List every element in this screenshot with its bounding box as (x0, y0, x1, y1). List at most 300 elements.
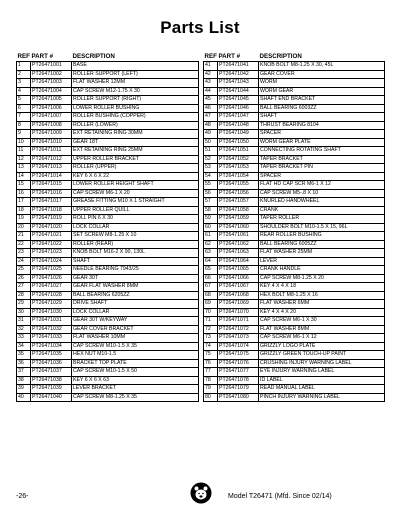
ref-cell: 40 (17, 393, 31, 402)
ref-cell: 16 (17, 189, 31, 198)
description-cell: SHOULDER BOLT M10-1.5 X 15, 96L (259, 223, 385, 232)
ref-cell: 36 (17, 359, 31, 368)
page-title: Parts List (160, 18, 240, 37)
ref-cell: 77 (204, 368, 218, 377)
table-row (17, 87, 199, 96)
description-cell: WORM GEAR (259, 87, 385, 96)
part-number-cell: PT26471006 (31, 104, 72, 113)
ref-cell: 24 (17, 257, 31, 266)
table-row (204, 266, 385, 275)
description-cell: UPPER ROLLER BRACKET (72, 155, 199, 164)
table-row (17, 198, 199, 207)
table-row (204, 249, 385, 258)
table-row (17, 283, 199, 292)
ref-cell: 69 (204, 300, 218, 309)
description-cell: ROLLER (LOWER) (72, 121, 199, 130)
ref-cell: 52 (204, 155, 218, 164)
description-cell: ID LABEL (259, 376, 385, 385)
table-row (204, 62, 385, 71)
description-cell: ROLL PIN 6 X 30 (72, 215, 199, 224)
table-row (204, 359, 385, 368)
bear-logo-icon (190, 482, 212, 504)
table-row (204, 257, 385, 266)
description-cell: KEY 6 X 6 X 63 (72, 376, 199, 385)
part-number-cell: PT26471001 (31, 62, 72, 71)
part-number-cell: PT26471031 (31, 317, 72, 326)
table-row (17, 70, 199, 79)
description-cell: GEAR 18T (72, 138, 199, 147)
table-row (204, 130, 385, 139)
table-row (204, 240, 385, 249)
description-cell: GRIZZLY GREEN TOUCH-UP PAINT (259, 351, 385, 360)
table-row (17, 164, 199, 173)
ref-cell: 1 (17, 62, 31, 71)
part-number-cell: PT26471025 (31, 266, 72, 275)
description-cell: GEAR FLAT WASHER 8MM (72, 283, 199, 292)
description-cell: LEVER (259, 257, 385, 266)
description-cell: GEAR 30T W/KEYWAY (72, 317, 199, 326)
part-number-cell: PT26471028 (31, 291, 72, 300)
description-cell: TAPER BRACKET (259, 155, 385, 164)
part-number-cell: PT26471033 (31, 334, 72, 343)
table-row (17, 393, 199, 402)
table-row (17, 155, 199, 164)
description-cell: GEAR COVER (259, 70, 385, 79)
description-cell: ROLLER SUPPORT (LEFT) (72, 70, 199, 79)
table-row (17, 113, 199, 122)
table-row (204, 376, 385, 385)
description-cell: BALL BEARING 6003ZZ (259, 104, 385, 113)
table-row (17, 376, 199, 385)
part-number-cell: PT26471014 (31, 172, 72, 181)
part-number-cell: PT26471026 (31, 274, 72, 283)
description-cell: GEAR 30T (72, 274, 199, 283)
description-cell: BASE (72, 62, 199, 71)
table-row (204, 79, 385, 88)
description-cell: LOCK COLLAR (72, 308, 199, 317)
part-number-cell: PT26471079 (218, 385, 259, 394)
table-row (17, 96, 199, 105)
ref-cell: 26 (17, 274, 31, 283)
description-cell: UPPER ROLLER QUILL (72, 206, 199, 215)
table-row (204, 138, 385, 147)
part-number-cell: PT26471042 (218, 70, 259, 79)
part-number-cell: PT26471011 (31, 147, 72, 156)
description-cell: KEY 4 X 4 X 20 (259, 308, 385, 317)
table-row (204, 189, 385, 198)
ref-cell: 73 (204, 334, 218, 343)
ref-cell: 21 (17, 232, 31, 241)
part-number-cell: PT26471058 (218, 206, 259, 215)
table-row (17, 189, 199, 198)
description-cell: CAP SCREW M12-1.75 X 30 (72, 87, 199, 96)
ref-cell: 70 (204, 308, 218, 317)
ref-cell: 42 (204, 70, 218, 79)
ref-cell: 68 (204, 291, 218, 300)
part-number-cell: PT26471046 (218, 104, 259, 113)
ref-cell: 17 (17, 198, 31, 207)
part-number-cell: PT26471055 (218, 181, 259, 190)
header-ref: REF (204, 53, 217, 60)
part-number-cell: PT26471002 (31, 70, 72, 79)
description-cell: CAP SCREW M5-.8 X 10 (259, 189, 385, 198)
description-cell: ROLLER SUPPORT (RIGHT) (72, 96, 199, 105)
table-row (17, 291, 199, 300)
ref-cell: 18 (17, 206, 31, 215)
description-cell: WORM (259, 79, 385, 88)
part-number-cell: PT26471060 (218, 223, 259, 232)
description-cell: EXT RETAINING RING 25MM (72, 147, 199, 156)
ref-cell: 22 (17, 240, 31, 249)
description-cell: BALL BEARING 6005ZZ (259, 240, 385, 249)
table-row (17, 104, 199, 113)
ref-cell: 75 (204, 351, 218, 360)
description-cell: SHAFT (72, 257, 199, 266)
table-row (204, 308, 385, 317)
description-cell: GREASE FITTING M10 X 1 STRAIGHT (72, 198, 199, 207)
description-cell: FLAT WASHER 6MM (259, 300, 385, 309)
part-number-cell: PT26471013 (31, 164, 72, 173)
description-cell: KNOB BOLT M16-2 X 90, 130L (72, 249, 199, 258)
ref-cell: 57 (204, 198, 218, 207)
ref-cell: 4 (17, 87, 31, 96)
part-number-cell: PT26471039 (31, 385, 72, 394)
part-number-cell: PT26471023 (31, 249, 72, 258)
table-row (204, 317, 385, 326)
part-number-cell: PT26471069 (218, 300, 259, 309)
part-number-cell: PT26471080 (218, 393, 259, 402)
part-number-cell: PT26471041 (218, 62, 259, 71)
header-part-number: PART # (31, 53, 54, 60)
description-cell: CAP SCREW M10-1.5 X 35 (72, 342, 199, 351)
ref-cell: 3 (17, 79, 31, 88)
parts-table-left (16, 52, 199, 402)
part-number-cell: PT26471071 (218, 317, 259, 326)
ref-cell: 13 (17, 164, 31, 173)
ref-cell: 11 (17, 147, 31, 156)
ref-cell: 33 (17, 334, 31, 343)
table-row (204, 206, 385, 215)
description-cell: CAP SCREW M8-1.25 X 35 (72, 393, 199, 402)
table-row (17, 215, 199, 224)
part-number-cell: PT26471076 (218, 359, 259, 368)
ref-cell: 46 (204, 104, 218, 113)
description-cell: CONNECTING ROTATING SHAFT (259, 147, 385, 156)
ref-cell: 9 (17, 130, 31, 139)
ref-cell: 10 (17, 138, 31, 147)
table-row (17, 206, 199, 215)
part-number-cell: PT26471061 (218, 232, 259, 241)
table-row (204, 232, 385, 241)
ref-cell: 47 (204, 113, 218, 122)
ref-cell: 76 (204, 359, 218, 368)
header-ref: REF (17, 53, 30, 60)
ref-cell: 59 (204, 215, 218, 224)
table-row (17, 240, 199, 249)
ref-cell: 48 (204, 121, 218, 130)
part-number-cell: PT26471003 (31, 79, 72, 88)
part-number-cell: PT26471017 (31, 198, 72, 207)
part-number-cell: PT26471053 (218, 164, 259, 173)
ref-cell: 12 (17, 155, 31, 164)
description-cell: SHAFT (259, 113, 385, 122)
table-row (17, 138, 199, 147)
description-cell: SPACER (259, 130, 385, 139)
description-cell: SPACER (259, 172, 385, 181)
part-number-cell: PT26471043 (218, 79, 259, 88)
ref-cell: 61 (204, 232, 218, 241)
description-cell: LOWER ROLLER HEIGHT SHAFT (72, 181, 199, 190)
description-cell: EXT RETAINING RING 30MM (72, 130, 199, 139)
ref-cell: 62 (204, 240, 218, 249)
header-part-number: PART # (218, 53, 241, 60)
description-cell: KNOB BOLT M8-1.25 X 30, 45L (259, 62, 385, 71)
part-number-cell: PT26471068 (218, 291, 259, 300)
table-row (204, 334, 385, 343)
description-cell: HEX BOLT M8-1.25 X 16 (259, 291, 385, 300)
table-row (17, 130, 199, 139)
description-cell: LOCK COLLAR (72, 223, 199, 232)
part-number-cell: PT26471022 (31, 240, 72, 249)
part-number-cell: PT26471029 (31, 300, 72, 309)
part-number-cell: PT26471008 (31, 121, 72, 130)
table-row (17, 300, 199, 309)
description-cell: FLAT WASHER 10MM (72, 334, 199, 343)
part-number-cell: PT26471070 (218, 308, 259, 317)
table-row (204, 96, 385, 105)
ref-cell: 43 (204, 79, 218, 88)
part-number-cell: PT26471020 (31, 223, 72, 232)
ref-cell: 6 (17, 104, 31, 113)
part-number-cell: PT26471045 (218, 96, 259, 105)
ref-cell: 58 (204, 206, 218, 215)
table-row (204, 368, 385, 377)
part-number-cell: PT26471004 (31, 87, 72, 96)
description-cell: REAR ROLLER BUSHING (259, 232, 385, 241)
table-row (204, 198, 385, 207)
part-number-cell: PT26471036 (31, 359, 72, 368)
ref-cell: 60 (204, 223, 218, 232)
part-number-cell: PT26471051 (218, 147, 259, 156)
description-cell: CRANK HANDLE (259, 266, 385, 275)
ref-cell: 66 (204, 274, 218, 283)
description-cell: FLAT WASHER 12MM (72, 79, 199, 88)
ref-cell: 80 (204, 393, 218, 402)
table-row (204, 283, 385, 292)
part-number-cell: PT26471072 (218, 325, 259, 334)
description-cell: ROLLER (REAR) (72, 240, 199, 249)
table-row (17, 121, 199, 130)
part-number-cell: PT26471032 (31, 325, 72, 334)
description-cell: GEAR COVER BRACKET (72, 325, 199, 334)
table-row (204, 393, 385, 402)
ref-cell: 30 (17, 308, 31, 317)
part-number-cell: PT26471007 (31, 113, 72, 122)
table-row (17, 181, 199, 190)
description-cell: LOWER ROLLER BUSHING (72, 104, 199, 113)
part-number-cell: PT26471009 (31, 130, 72, 139)
table-row (204, 325, 385, 334)
ref-cell: 8 (17, 121, 31, 130)
description-cell: THRUST BEARING 8104 (259, 121, 385, 130)
table-row (204, 291, 385, 300)
ref-cell: 71 (204, 317, 218, 326)
table-row (17, 79, 199, 88)
description-cell: HEX NUT M10-1.5 (72, 351, 199, 360)
description-cell: CAP SCREW M8-1.25 X 20 (259, 274, 385, 283)
ref-cell: 15 (17, 181, 31, 190)
description-cell: LEVER BRACKET (72, 385, 199, 394)
description-cell: CAP SCREW M6-1 X 20 (72, 189, 199, 198)
header-description: DESCRIPTION (259, 53, 302, 60)
description-cell: SET SCREW M8-1.25 X 10 (72, 232, 199, 241)
table-row (17, 266, 199, 275)
description-cell: KNURLED HANDWHEEL (259, 198, 385, 207)
page-number: -26- (16, 493, 29, 500)
part-number-cell: PT26471054 (218, 172, 259, 181)
ref-cell: 53 (204, 164, 218, 173)
ref-cell: 49 (204, 130, 218, 139)
part-number-cell: PT26471052 (218, 155, 259, 164)
ref-cell: 78 (204, 376, 218, 385)
part-number-cell: PT26471064 (218, 257, 259, 266)
ref-cell: 34 (17, 342, 31, 351)
table-row (17, 351, 199, 360)
ref-cell: 20 (17, 223, 31, 232)
part-number-cell: PT26471050 (218, 138, 259, 147)
description-cell: BRACKET TOP PLATE (72, 359, 199, 368)
ref-cell: 14 (17, 172, 31, 181)
table-row (204, 155, 385, 164)
table-header-row (17, 52, 199, 62)
table-row (17, 147, 199, 156)
part-number-cell: PT26471037 (31, 368, 72, 377)
part-number-cell: PT26471016 (31, 189, 72, 198)
description-cell: CAP SCREW M6-1 X 30 (259, 317, 385, 326)
table-row (17, 368, 199, 377)
table-row (17, 325, 199, 334)
ref-cell: 79 (204, 385, 218, 394)
description-cell: CAP SCREW M10-1.5 X 50 (72, 368, 199, 377)
part-number-cell: PT26471062 (218, 240, 259, 249)
ref-cell: 51 (204, 147, 218, 156)
ref-cell: 45 (204, 96, 218, 105)
table-row (17, 249, 199, 258)
table-row (17, 172, 199, 181)
parts-table-left-body (17, 62, 199, 402)
table-row (204, 181, 385, 190)
part-number-cell: PT26471035 (31, 351, 72, 360)
part-number-cell: PT26471021 (31, 232, 72, 241)
part-number-cell: PT26471005 (31, 96, 72, 105)
header-description: DESCRIPTION (72, 53, 115, 60)
ref-cell: 27 (17, 283, 31, 292)
description-cell: FLAT WASHER 25MM (259, 249, 385, 258)
table-row (204, 385, 385, 394)
part-number-cell: PT26471059 (218, 215, 259, 224)
description-cell: DRIVE SHAFT (72, 300, 199, 309)
table-row (17, 274, 199, 283)
ref-cell: 31 (17, 317, 31, 326)
parts-table-right-body (204, 62, 385, 402)
description-cell: GRIZZLY LOGO PLATE (259, 342, 385, 351)
description-cell: FLAT HD CAP SCR M6-1 X 12 (259, 181, 385, 190)
description-cell: CRUSHING INJURY WARNING LABEL (259, 359, 385, 368)
ref-cell: 44 (204, 87, 218, 96)
table-row (204, 164, 385, 173)
ref-cell: 39 (17, 385, 31, 394)
description-cell: KEY 4 X 4 X 18 (259, 283, 385, 292)
ref-cell: 65 (204, 266, 218, 275)
table-row (17, 257, 199, 266)
description-cell: TAPER ROLLER (259, 215, 385, 224)
ref-cell: 19 (17, 215, 31, 224)
part-number-cell: PT26471057 (218, 198, 259, 207)
description-cell: FLAT WASHER 8MM (259, 325, 385, 334)
ref-cell: 25 (17, 266, 31, 275)
table-row (17, 308, 199, 317)
part-number-cell: PT26471030 (31, 308, 72, 317)
part-number-cell: PT26471040 (31, 393, 72, 402)
part-number-cell: PT26471012 (31, 155, 72, 164)
ref-cell: 2 (17, 70, 31, 79)
ref-cell: 74 (204, 342, 218, 351)
part-number-cell: PT26471027 (31, 283, 72, 292)
ref-cell: 37 (17, 368, 31, 377)
part-number-cell: PT26471078 (218, 376, 259, 385)
ref-cell: 50 (204, 138, 218, 147)
table-row (204, 113, 385, 122)
table-row (17, 62, 199, 71)
part-number-cell: PT26471044 (218, 87, 259, 96)
table-row (204, 70, 385, 79)
table-row (204, 342, 385, 351)
ref-cell: 41 (204, 62, 218, 71)
description-cell: ROLLER BUSHING (COPPER) (72, 113, 199, 122)
part-number-cell: PT26471065 (218, 266, 259, 275)
table-row (204, 87, 385, 96)
description-cell: NEEDLE BEARING 7943/25 (72, 266, 199, 275)
ref-cell: 54 (204, 172, 218, 181)
ref-cell: 7 (17, 113, 31, 122)
table-row (17, 317, 199, 326)
ref-cell: 35 (17, 351, 31, 360)
table-row (17, 359, 199, 368)
description-cell: PINCH INJURY WARNING LABEL (259, 393, 385, 402)
table-row (204, 223, 385, 232)
description-cell: CAP SCREW M6-1 X 12 (259, 334, 385, 343)
table-row (17, 232, 199, 241)
description-cell: TAPER BRACKET PIN (259, 164, 385, 173)
ref-cell: 63 (204, 249, 218, 258)
part-number-cell: PT26471066 (218, 274, 259, 283)
ref-cell: 64 (204, 257, 218, 266)
part-number-cell: PT26471018 (31, 206, 72, 215)
table-header-row (204, 52, 385, 62)
description-cell: SHAFT END BRACKET (259, 96, 385, 105)
table-row (17, 223, 199, 232)
part-number-cell: PT26471048 (218, 121, 259, 130)
model-footer: Model T26471 (Mfd. Since 02/14) (228, 493, 332, 500)
table-row (204, 215, 385, 224)
ref-cell: 29 (17, 300, 31, 309)
description-cell: BALL BEARING 6205ZZ (72, 291, 199, 300)
table-row (204, 274, 385, 283)
description-cell: ROLLER (UPPER) (72, 164, 199, 173)
ref-cell: 32 (17, 325, 31, 334)
part-number-cell: PT26471074 (218, 342, 259, 351)
ref-cell: 55 (204, 181, 218, 190)
